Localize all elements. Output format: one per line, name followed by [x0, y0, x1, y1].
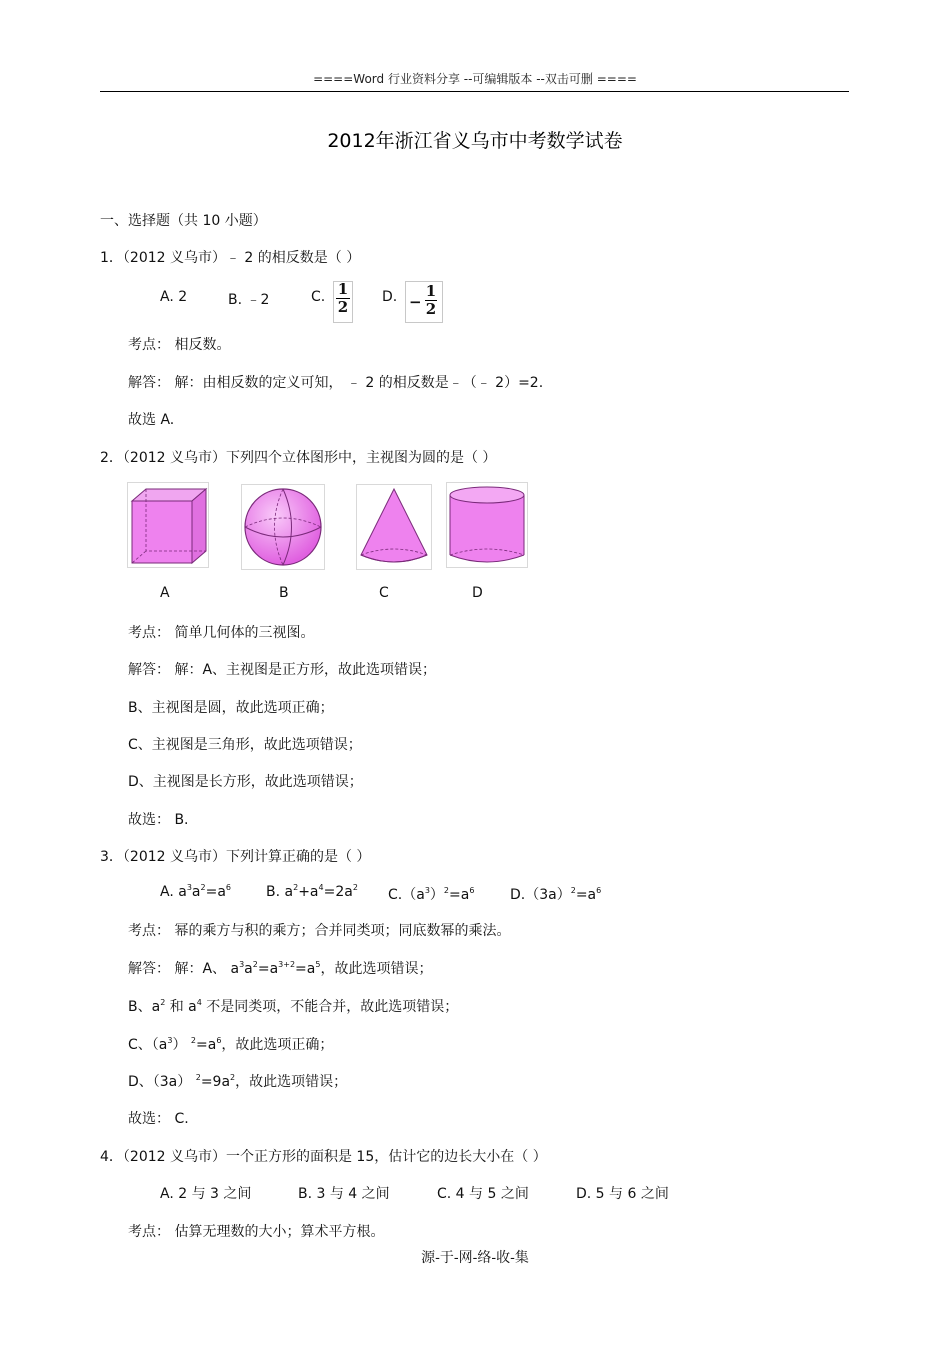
section-heading: 一、选择题（共 10 小题） [100, 213, 267, 229]
q1-kaodian: 考点： 相反数。 [128, 337, 231, 353]
q1-stem: 1．（2012 义乌市）﹣ 2 的相反数是（ ） [100, 250, 361, 266]
q2-explain-c: C、主视图是三角形，故此选项错误； [128, 737, 362, 753]
document-title: 2012年浙江省义乌市中考数学试卷 [327, 130, 623, 152]
q3-explain-b: B、$a^2$ 和 $a^4$ 不是同类项，不能合并，故此选项错误； [128, 998, 459, 1015]
q3-jieda: 解答： 解：A、 $a^3a^2=a^{3+2}=a^5$，故此选项错误； [128, 960, 433, 977]
q2-stem: 2．（2012 义乌市）下列四个立体图形中，主视图为圆的是（ ） [100, 450, 497, 466]
q3-option-a: A. $a^3a^2=a^6$ [160, 883, 231, 900]
figure-label-a: A [160, 585, 170, 601]
q3-option-d: $D.(3a)^2=a^6$ [510, 886, 602, 903]
cone-figure [356, 484, 432, 570]
q2-answer: 故选： B. [128, 812, 189, 828]
q2-explain-d: D、主视图是长方形，故此选项错误； [128, 774, 363, 790]
q2-kaodian: 考点： 简单几何体的三视图。 [128, 625, 315, 641]
q1-option-d-fraction [405, 281, 443, 323]
q4-option-c: C. 4 与 5 之间 [437, 1186, 529, 1202]
q1-jieda: 解答： 解：由相反数的定义可知， ﹣ 2 的相反数是﹣（﹣ 2）=2. [128, 375, 544, 391]
q4-option-b: B. 3 与 4 之间 [298, 1186, 390, 1202]
q3-explain-d: D、（3a） $^2=9a^2$，故此选项错误； [128, 1073, 348, 1090]
header-divider [100, 91, 849, 92]
q4-kaodian: 考点： 估算无理数的大小；算术平方根。 [128, 1224, 385, 1240]
q2-explain-b: B、主视图是圆，故此选项正确； [128, 700, 334, 716]
fraction-denominator: 2 [425, 300, 437, 318]
q4-option-d: D. 5 与 6 之间 [576, 1186, 669, 1202]
fraction-denominator: 2 [337, 298, 349, 316]
q3-option-b: B. $a^2+a^4=2a^2$ [266, 883, 358, 900]
q4-option-a: A. 2 与 3 之间 [160, 1186, 252, 1202]
figure-label-d: D [472, 585, 483, 601]
q1-option-b: B. ﹣2 [228, 292, 270, 308]
q3-answer: 故选： C. [128, 1111, 189, 1127]
q1-option-c-label: C. [311, 289, 326, 305]
fraction-numerator: 1 [425, 282, 437, 300]
q3-explain-c: C、$(a^3)$ $^2=a^6$，故此选项正确； [128, 1036, 334, 1053]
page-header: ====Word 行业资料分享 --可编辑版本 --双击可删 ==== [313, 72, 637, 86]
cylinder-figure [446, 482, 528, 568]
figure-label-c: C [379, 585, 389, 601]
fraction-minus-sign: − [409, 293, 422, 311]
q4-stem: 4．（2012 义乌市）一个正方形的面积是 15，估计它的边长大小在（ ） [100, 1149, 547, 1165]
fraction-numerator: 1 [337, 280, 349, 298]
sphere-figure [241, 484, 325, 570]
q3-option-c: $C.(a^3)^2=a^6$ [388, 886, 475, 903]
q1-answer: 故选 A. [128, 412, 175, 428]
cube-figure [127, 482, 209, 568]
q1-option-c-fraction [333, 281, 353, 323]
page-footer: 源-于-网-络-收-集 [421, 1250, 529, 1266]
q1-option-a: A. 2 [160, 289, 188, 305]
q3-kaodian: 考点： 幂的乘方与积的乘方；合并同类项；同底数幂的乘法。 [128, 923, 511, 939]
q3-stem: 3．（2012 义乌市）下列计算正确的是（ ） [100, 849, 371, 865]
q1-option-d-label: D. [382, 289, 398, 305]
figure-label-b: B [279, 585, 289, 601]
q2-jieda: 解答： 解：A、主视图是正方形，故此选项错误； [128, 662, 437, 678]
